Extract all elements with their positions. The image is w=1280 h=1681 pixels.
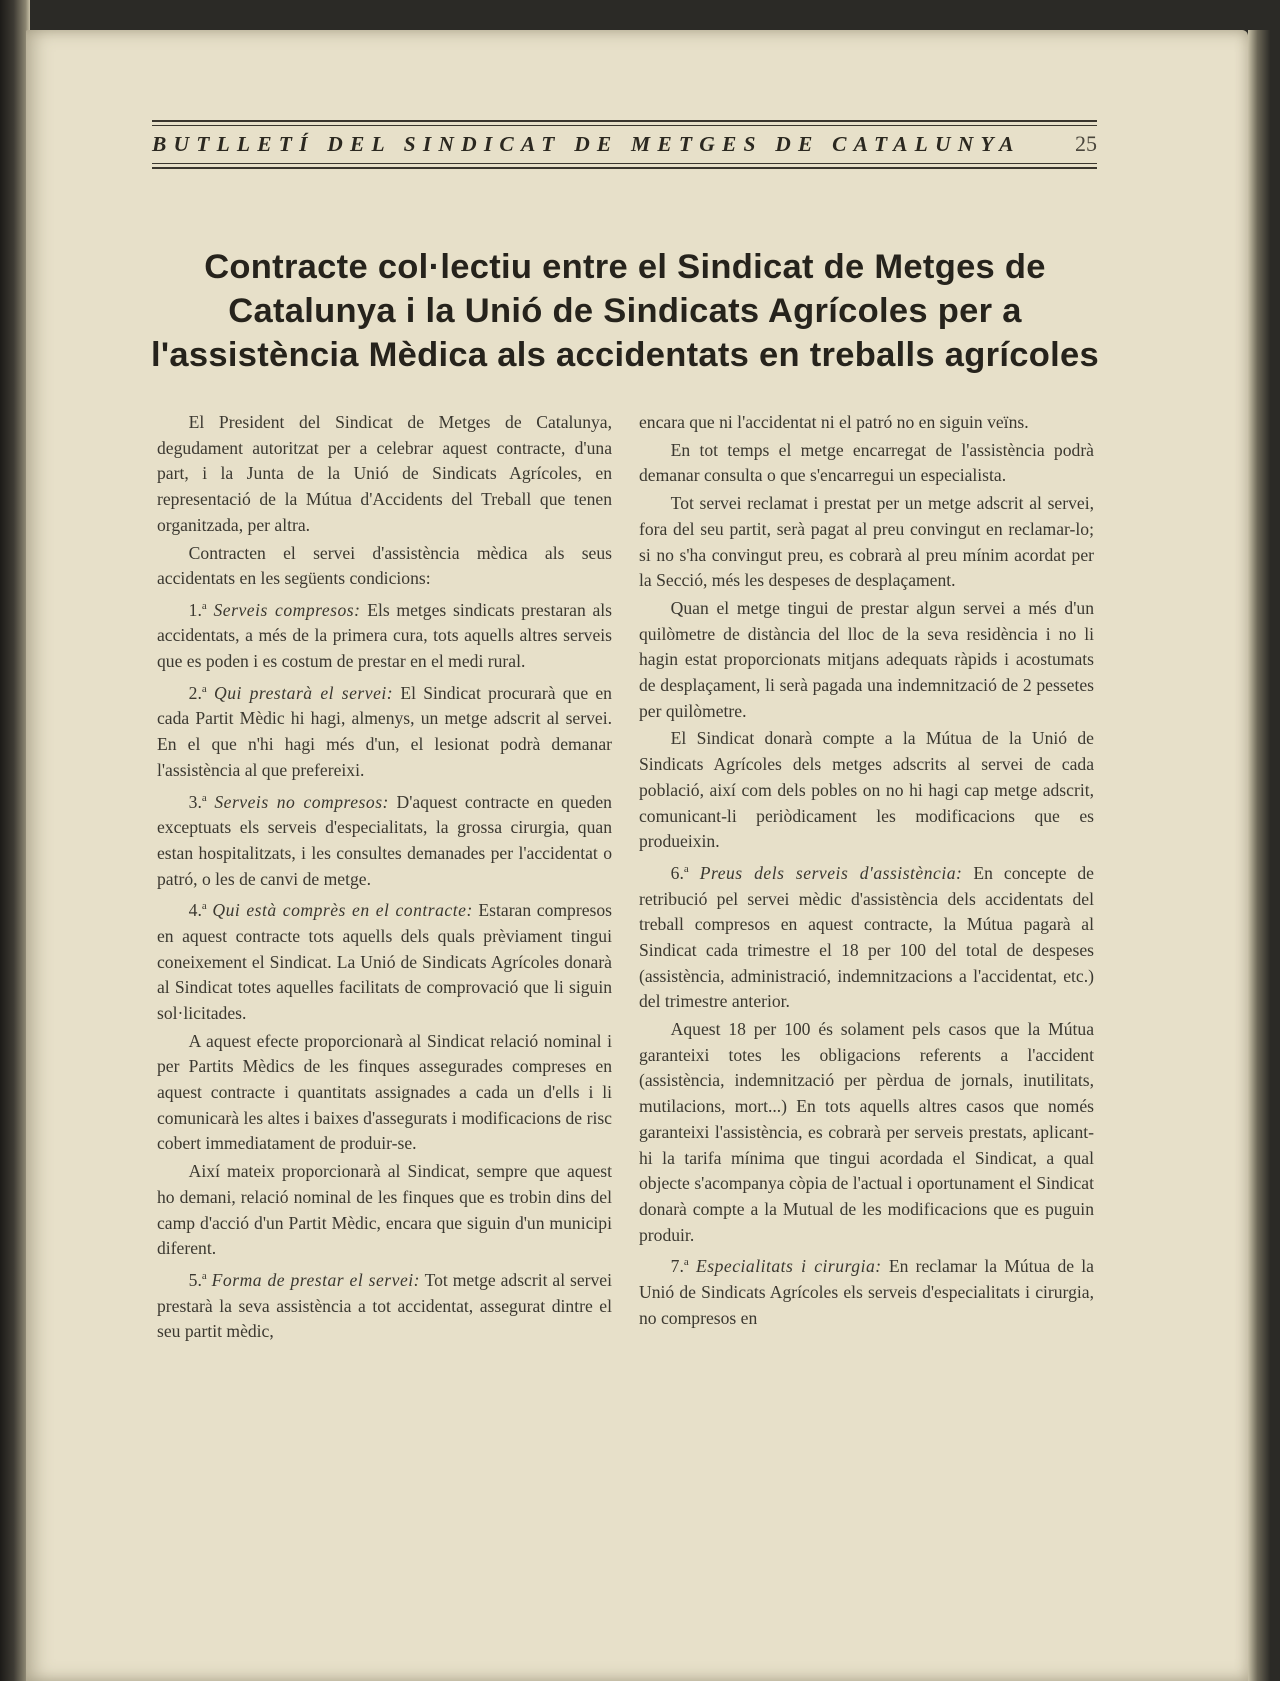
scan-page-edge — [1248, 30, 1280, 1681]
page-number: 25 — [1075, 131, 1097, 156]
paragraph-continued: encara que ni l'accidentat ni el patró no en siguin veïns. — [639, 412, 1029, 432]
header-rule-top-thin — [152, 125, 1097, 126]
paragraph: Tot servei reclamat i prestat per un metge adscrit al servei, fora del seu partit, serà pagat al preu convingut en reclamar-lo; si no s'ha convingut preu, es cobrarà al preu mínim acordat per la Secció, més les despeses de desplaçament. — [639, 493, 1094, 591]
clause-text: En reclamar la Mútua de la Unió de Sindicats Agrícoles els serveis d'especialitats i cirurgia, no compresos en — [639, 1256, 1094, 1328]
clause-3 — [157, 786, 612, 893]
clause-6 — [639, 857, 1094, 1015]
header-rule-bottom-thin — [152, 163, 1097, 164]
right-column — [639, 410, 1094, 1333]
clause-heading: Preus dels serveis d'assistència: — [699, 862, 963, 883]
clause-heading: Qui està comprès en el contracte: — [212, 900, 473, 921]
ordinal-marker: a — [683, 1256, 689, 1269]
ordinal-marker: a — [201, 791, 207, 804]
clause-text: Estaran compresos en aquest contracte tots aquells dels quals prèviament tingui coneixement el Sindicat. La Unió de Sindicats Agrícoles donarà al Sindicat totes aquelles facilitats de comprovació que li siguin sol·licitades. — [157, 900, 613, 1023]
clause-heading: Serveis no compresos: — [214, 791, 389, 812]
ordinal-marker: a — [683, 862, 689, 875]
paragraph: El Sindicat donarà compte a la Mútua de la Unió de Sindicats Agrícoles dels metges adscrits al servei de cada població, així com dels pobles on no hi hagi cap metge adscrit, comunicant-li periòdicament les modificacions que es produeixin. — [639, 728, 1094, 852]
clause-number: 4. — [188, 900, 202, 921]
clause-number: 6. — [670, 862, 684, 883]
clause-4 — [157, 894, 612, 1026]
clause-number: 5. — [188, 1269, 202, 1290]
article-title: Contracte col·lectiu entre el Sindicat de Metges de Catalunya i la Unió de Sindicats Agrícoles per a l'assistència Mèdica als accidentats en treballs agrícoles — [151, 248, 1099, 374]
header-rule-bottom — [152, 167, 1097, 169]
header-rule-top — [152, 120, 1097, 122]
clause-number: 2. — [188, 682, 202, 703]
header-line — [152, 131, 1097, 157]
clause-heading: Forma de prestar el servei: — [211, 1269, 421, 1290]
paragraph: En tot temps el metge encarregat de l'assistència podrà demanar consulta o que s'encarregui un especialista. — [639, 439, 1094, 486]
ordinal-marker: a — [201, 1269, 207, 1282]
ordinal-marker: a — [201, 599, 207, 612]
clause-number: 7. — [670, 1256, 684, 1277]
paragraph: El President del Sindicat de Metges de Catalunya, degudament autoritzat per a celebrar aquest contracte, d'una part, i la Junta de la Unió de Sindicats Agrícoles, en representació de la Mútua d'Accidents del Treball que tenen organitzada, per altra. — [157, 412, 612, 535]
paragraph: Aquest 18 per 100 és solament pels casos que la Mútua garanteixi totes les obligacions referents a l'accident (assistència, indemnització per pèrdua de jornals, inutilitats, mutilacions, mort...) En tots aquells altres casos que només garanteixi l'assistència, es cobrarà per serveis prestats, aplicant-hi la tarifa mínima que tingui acordada el Sindicat, a qual objecte s'acompanya còpia de l'actual i oportunament el Sindicat donarà compte a la Mutual de les modificacions que es puguin produir. — [639, 1019, 1094, 1245]
clause-number: 1. — [188, 599, 202, 620]
clause-text: En concepte de retribució pel servei mèdic d'assistència dels accidentats del treball compresos en aquest contracte, la Mútua pagarà al Sindicat cada trimestre el 18 per 100 del total de despeses (assistència, administració, indemnitzacions a l'accidentat, etc.) del trimestre anterior. — [639, 862, 1094, 1012]
left-column — [157, 410, 612, 1347]
ordinal-marker: a — [201, 682, 207, 695]
clause-heading: Serveis compresos: — [213, 599, 361, 620]
clause-heading: Qui prestarà el servei: — [214, 682, 394, 703]
ordinal-marker: a — [201, 900, 207, 913]
clause-text: D'aquest contracte en queden exceptuats els serveis d'especialitats, la grossa cirurgia, quan estan hospitalitzats, i les consultes demanades per l'accidentat o patró, o les de canvi de metge. — [157, 791, 612, 889]
running-title: BUTLLETÍ DEL SINDICAT DE METGES DE CATALUNYA — [152, 132, 1021, 156]
clause-7 — [639, 1250, 1094, 1331]
clause-text: El Sindicat procurarà que en cada Partit Mèdic hi hagi, almenys, un metge adscrit al servei. En el que n'hi hagi més d'un, el lesionat podrà demanar l'assistència al que prefereixi. — [157, 682, 612, 780]
clause-number: 3. — [188, 791, 202, 812]
clause-heading: Especialitats i cirurgia: — [696, 1256, 882, 1277]
clause-5 — [157, 1264, 612, 1345]
clause-text: Tot metge adscrit al servei prestarà la seva assistència a tot accidentat, assegurat dintre el seu partit mèdic, — [157, 1269, 612, 1342]
paragraph: Contracten el servei d'assistència mèdica als seus accidentats en les següents condicions: — [157, 542, 612, 589]
running-header — [152, 120, 1097, 172]
clause-1 — [157, 594, 612, 675]
paragraph: Així mateix proporcionarà al Sindicat, sempre que aquest ho demani, relació nominal de les finques que es trobin dins del camp d'acció d'un Partit Mèdic, encara que siguin d'un municipi diferent. — [157, 1161, 612, 1259]
paragraph: A aquest efecte proporcionarà al Sindicat relació nominal i per Partits Mèdics de les finques assegurades compreses en aquest contracte i quantitats assignades a cada un d'ells i li comunicarà les altes i baixes d'assegurats i modificacions de risc cobert immediatament de produir-se. — [157, 1030, 612, 1154]
clause-2 — [157, 677, 612, 784]
paragraph: Quan el metge tingui de prestar algun servei a més d'un quilòmetre de distància del lloc de la seva residència i no li hagin estat proporcionats mitjans adequats ràpids i acostumats de desplaçament, li serà pagada una indemnització de 2 pessetes per quilòmetre. — [639, 597, 1094, 721]
clause-text: Els metges sindicats prestaran als accidentats, a més de la primera cura, tots aquells altres serveis que es poden i es costum de prestar en el medi rural. — [157, 599, 613, 672]
